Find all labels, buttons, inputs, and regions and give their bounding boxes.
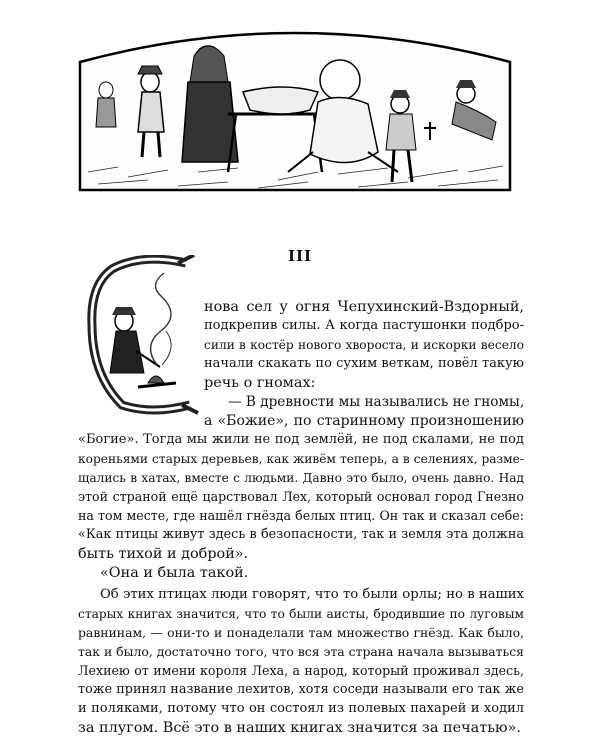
gnomes-and-children-engraving-icon: [80, 33, 510, 190]
text-line: за плугом. Всё это в наших книгах значится за печатью».: [78, 720, 521, 736]
text-line: нова сел у огня Чепухинский-Вздорный,: [204, 299, 524, 315]
text-line: сили в костёр нового хвороста, и искорки весело: [204, 338, 524, 352]
chapter-number: III: [287, 247, 313, 265]
header-illustration: [78, 22, 512, 192]
text-line: начали скакать по сухим веткам, повёл такую: [204, 356, 524, 371]
initial-illustration: [82, 255, 202, 415]
text-line: Об этих птицах люди говорят, что то были орлы; но в наших: [100, 587, 524, 602]
text-line: быть тихой и доброй».: [78, 546, 249, 562]
text-line: а «Божие», по старинному произношению: [204, 413, 524, 429]
text-line: кореньями старых деревьев, как живём теперь, а в селениях, разме-: [78, 452, 524, 466]
text-line: на том месте, где нашёл гнёзда белых птиц. Он так и сказал себе:: [78, 508, 524, 523]
text-line: — В древности мы назывались не гномы,: [228, 394, 524, 410]
text-line: «Богие». Тогда мы жили не под землёй, не под скалами, не под: [78, 432, 524, 447]
text-line: подкрепив силы. А когда пастушонки подбро-: [204, 318, 524, 333]
text-line: старых книгах значится, что то были аисты, бродившие по луговым: [78, 607, 524, 621]
text-line: речь о гномах:: [204, 375, 316, 391]
text-line: и поляками, потому что он состоял из полевых пахарей и ходил: [78, 701, 524, 716]
text-line: щались в хатах, вместе с людьми. Давно это было, очень давно. Над: [78, 471, 524, 485]
text-line: так и было, достаточно того, что вся эта страна начала вызываться: [78, 644, 524, 659]
text-line: тоже принял название лехитов, хотя соседи называли его так же: [78, 682, 524, 697]
text-line: этой страной ещё царствовал Лех, который основал город Гнезно: [78, 489, 524, 504]
text-line: «Она и была такой.: [100, 565, 249, 581]
text-line: Лехиею от имени короля Леха, а народ, который проживал здесь,: [78, 663, 524, 678]
drop-cap-gnome-engraving-icon: [92, 255, 198, 413]
text-line: равнинам, — они-то и понаделали там множество гнёзд. Как было,: [78, 625, 524, 640]
text-line: «Как птицы живут здесь в безопасности, так и земля эта должна: [78, 527, 524, 542]
